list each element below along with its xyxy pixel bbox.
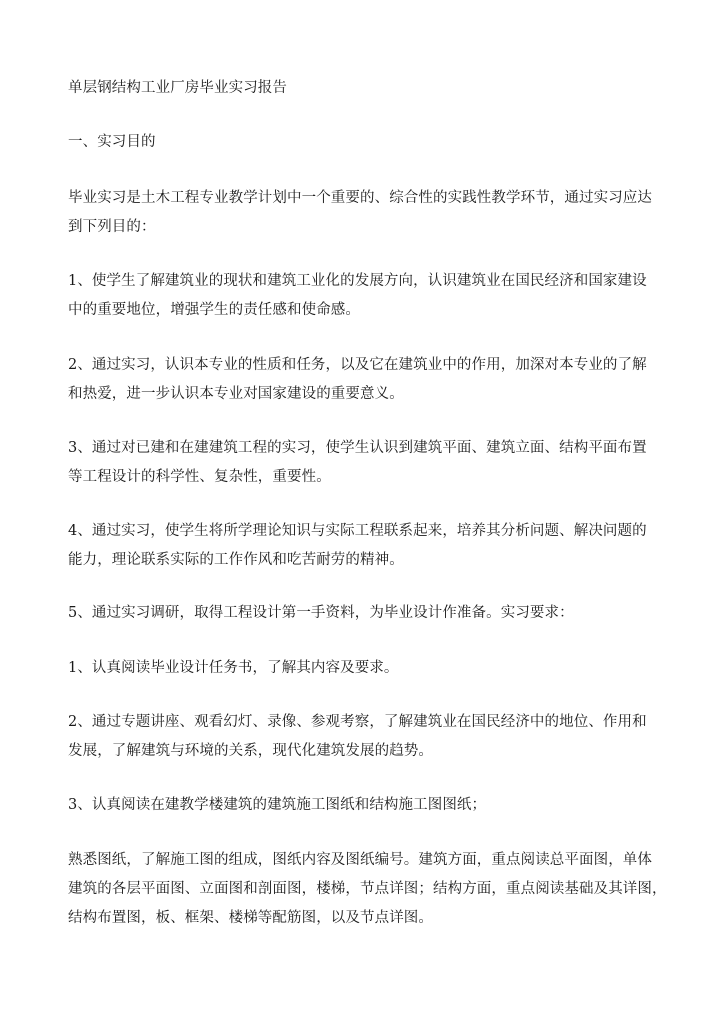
goal-1-paragraph (68, 267, 664, 325)
requirement-3-paragraph (68, 791, 664, 820)
text-line: 5、通过实习调研，取得工程设计第一手资料，为毕业设计作准备。实习要求： (68, 605, 574, 621)
text-line: 3、通过对已建和在建建筑工程的实习，使学生认识到建筑平面、建筑立面、结构平面布置 (68, 440, 647, 456)
text-line: 熟悉图纸，了解施工图的组成，图纸内容及图纸编号。建筑方面，重点阅读总平面图，单体 (68, 852, 652, 868)
text-line: 建筑的各层平面图、立面图和剖面图，楼梯，节点详图；结构方面，重点阅读基础及其详图， (68, 881, 667, 897)
requirement-2-paragraph (68, 708, 664, 766)
text-line: 3、认真阅读在建教学楼建筑的建筑施工图纸和结构施工图图纸； (68, 797, 487, 813)
text-line: 结构布置图，板、框架、楼梯等配筋图，以及节点详图。 (68, 910, 433, 926)
closing-paragraph (68, 846, 667, 933)
text-line: 4、通过实习，使学生将所学理论知识与实际工程联系起来，培养其分析问题、解决问题的 (68, 523, 647, 539)
section-heading (68, 128, 664, 157)
text-line: 中的重要地位，增强学生的责任感和使命感。 (68, 302, 360, 318)
text-line: 1、使学生了解建筑业的现状和建筑工业化的发展方向，认识建筑业在国民经济和国家建设 (68, 273, 647, 289)
requirement-1-paragraph (68, 654, 664, 683)
intro-paragraph (68, 184, 664, 242)
text-line: 和热爱，进一步认识本专业对国家建设的重要意义。 (68, 386, 404, 402)
text-line: 能力，理论联系实际的工作作风和吃苦耐劳的精神。 (68, 552, 404, 568)
text-line: 毕业实习是土木工程专业教学计划中一个重要的、综合性的实践性教学环节，通过实习应达 (68, 190, 652, 206)
text-line: 2、通过专题讲座、观看幻灯、录像、参观考察，了解建筑业在国民经济中的地位、作用和 (68, 714, 647, 730)
text-line: 发展，了解建筑与环境的关系，现代化建筑发展的趋势。 (68, 743, 433, 759)
document-title (68, 74, 664, 103)
heading-line: 一、实习目的 (68, 134, 156, 150)
goal-3-paragraph (68, 434, 664, 492)
title-line: 单层钢结构工业厂房毕业实习报告 (68, 80, 287, 96)
text-line: 等工程设计的科学性、复杂性，重要性。 (68, 469, 331, 485)
text-line: 2、通过实习，认识本专业的性质和任务，以及它在建筑业中的作用，加深对本专业的了解 (68, 357, 647, 373)
text-line: 到下列目的： (68, 219, 156, 235)
goal-5-paragraph (68, 599, 664, 628)
text-line: 1、认真阅读毕业设计任务书，了解其内容及要求。 (68, 660, 399, 676)
goal-2-paragraph (68, 351, 664, 409)
goal-4-paragraph (68, 517, 664, 575)
